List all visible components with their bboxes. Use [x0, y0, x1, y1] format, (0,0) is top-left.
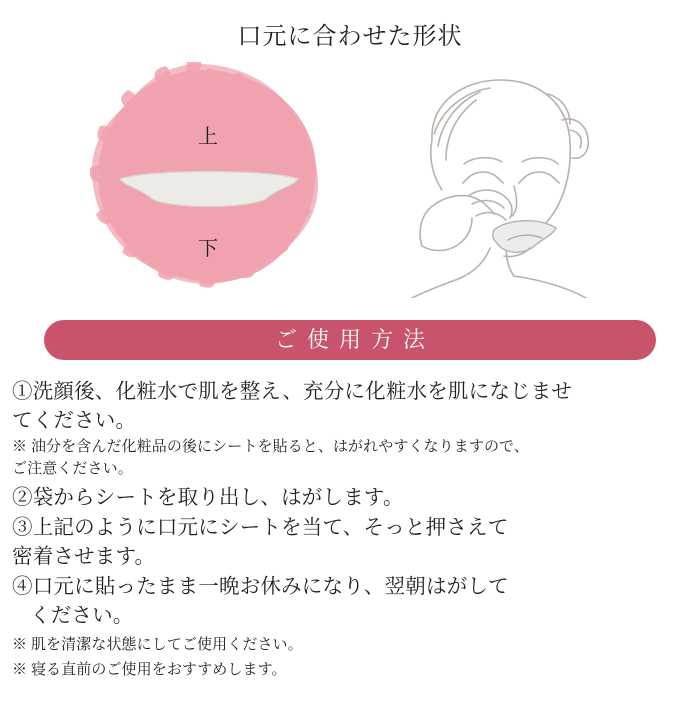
- step-3: [12, 514, 688, 572]
- step-2-line-1: ②袋からシートを取り出し、はがします。: [12, 486, 404, 509]
- step-2: [12, 484, 688, 513]
- note-1-line-2: ご注意ください。: [12, 460, 133, 477]
- instructions-block: [12, 378, 688, 685]
- face-line-drawing-icon: [372, 68, 622, 298]
- note-1-line-1: ※ 油分を含んだ化粧品の後にシートを貼ると、はがれやすくなりますので、: [12, 439, 529, 456]
- note-1: [12, 437, 688, 481]
- label-upper: 上: [198, 126, 218, 148]
- step-4-line-1: ④口元に貼ったまま一晩お休みになり、翌朝はがして: [12, 576, 509, 599]
- step-1-line-1: ①洗顔後、化粧水で肌を整え、充分に化粧水を肌になじませ: [12, 381, 573, 403]
- label-lower: 下: [198, 238, 218, 260]
- step-1: [12, 378, 688, 436]
- step-3-line-1: ③上記のように口元にシートを当て、そっと押さえて: [12, 516, 509, 539]
- usage-banner: ご使用方法: [44, 320, 656, 360]
- sheet-shape-diagram: [88, 62, 328, 292]
- face-application-illustration: [372, 68, 622, 298]
- note-3: ※ 寝る直前のご使用をおすすめします。: [12, 662, 287, 679]
- step-1-line-2: てください。: [12, 410, 137, 433]
- tail-notes: [12, 635, 688, 682]
- step-3-line-2: 密着させます。: [12, 545, 156, 568]
- mouth-sheet-shape-icon: [116, 169, 302, 211]
- step-4-line-2: ください。: [30, 605, 134, 628]
- step-4: [12, 573, 688, 631]
- note-2: ※ 肌を清潔な状態にしてご使用ください。: [12, 637, 303, 654]
- illustration-row: [0, 62, 700, 302]
- page-title: 口元に合わせた形状: [237, 24, 463, 50]
